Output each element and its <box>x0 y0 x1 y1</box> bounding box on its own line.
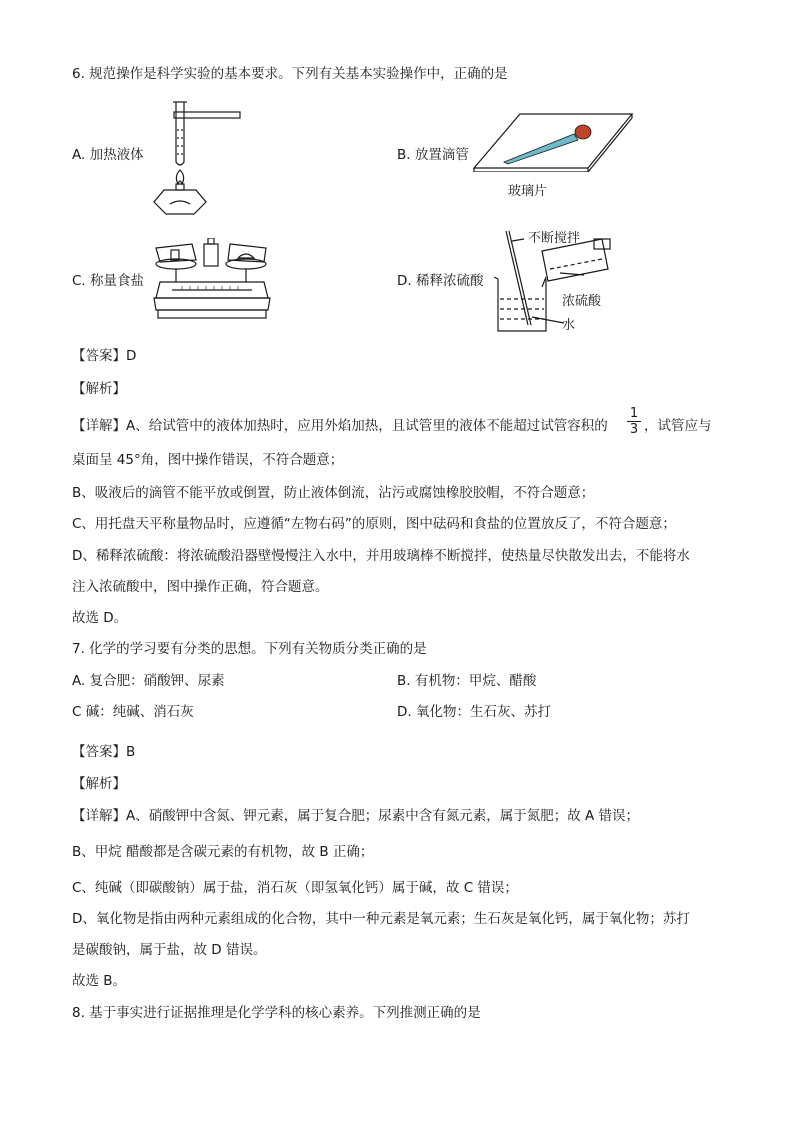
question-7-stem: 7. 化学的学习要有分类的思想。下列有关物质分类正确的是 <box>72 641 427 657</box>
q6-detail-line-2: 桌面呈 45°角，图中操作错误，不符合题意； <box>72 452 344 468</box>
glass-plate-caption: 玻璃片 <box>508 184 548 199</box>
stir-caption: 不断搅拌 <box>528 231 581 246</box>
q6-detail-line-1: 【详解】A、给试管中的液体加热时，应用外焰加热，且试管里的液体不能超过试管容积的 <box>72 418 608 434</box>
question-6-stem: 6. 规范操作是科学实验的基本要求。下列有关基本实验操作中，正确的是 <box>72 66 508 82</box>
q6-conclusion: 故选 D。 <box>72 610 128 626</box>
water-caption: 水 <box>562 318 576 333</box>
q7-option-a: A. 复合肥：硝酸钾、尿素 <box>72 673 225 689</box>
heating-liquid-figure <box>150 100 245 216</box>
q6-analysis-heading: 【解析】 <box>72 381 126 397</box>
q7-detail-line-1: 【详解】A、硝酸钾中含氮、钾元素，属于复合肥；尿素中含有氮元素，属于氮肥；故 A 错误； <box>72 808 640 824</box>
fraction-one-third <box>627 406 641 437</box>
option-a-label: A. 加热液体 <box>72 147 144 163</box>
q6-detail-line-5: D、稀释浓硫酸：将浓硫酸沿器壁慢慢注入水中，并用玻璃棒不断搅拌，使热量尽快散发出去，不能将水 <box>72 548 690 564</box>
q7-option-d: D. 氧化物：生石灰、苏打 <box>397 704 551 720</box>
option-d-label: D. 稀释浓硫酸 <box>397 273 484 289</box>
q7-detail-line-5: 是碳酸钠，属于盐，故 D 错误。 <box>72 942 267 958</box>
q7-detail-line-3: C、纯碱（即碳酸钠）属于盐，消石灰（即氢氧化钙）属于碱，故 C 错误； <box>72 880 518 896</box>
option-b-label: B. 放置滴管 <box>397 147 469 163</box>
q6-detail-line-1-tail: ，试管应与 <box>644 418 712 434</box>
q7-option-c: C 碱：纯碱、消石灰 <box>72 704 194 720</box>
fraction-denominator: 3 <box>629 422 639 437</box>
q7-detail-line-2: B、甲烷 醋酸都是含碳元素的有机物，故 B 正确； <box>72 844 374 860</box>
q6-answer: 【答案】D <box>72 348 137 364</box>
q7-analysis-heading: 【解析】 <box>72 776 126 792</box>
q7-option-b: B. 有机物：甲烷、醋酸 <box>397 673 537 689</box>
q6-detail-line-3: B、吸液后的滴管不能平放或倒置，防止液体倒流，沾污或腐蚀橡胶胶帽，不符合题意； <box>72 485 595 501</box>
q7-detail-line-4: D、氧化物是指由两种元素组成的化合物，其中一种元素是氧元素；生石灰是氧化钙，属于氧化物；苏打 <box>72 911 690 927</box>
acid-caption: 浓硫酸 <box>562 294 602 309</box>
fraction-numerator: 1 <box>627 406 641 422</box>
balance-figure <box>152 238 272 322</box>
q7-answer: 【答案】B <box>72 744 136 760</box>
q6-detail-line-6: 注入浓硫酸中，图中操作正确，符合题意。 <box>72 579 329 595</box>
option-c-label: C. 称量食盐 <box>72 273 145 289</box>
dropper-on-glass-figure <box>470 110 635 172</box>
question-8-stem: 8. 基于事实进行证据推理是化学学科的核心素养。下列推测正确的是 <box>72 1005 481 1021</box>
q7-conclusion: 故选 B。 <box>72 973 127 989</box>
q6-detail-line-4: C、用托盘天平称量物品时，应遵循“左物右码”的原则，图中砝码和食盐的位置放反了，不符合题意； <box>72 516 676 532</box>
